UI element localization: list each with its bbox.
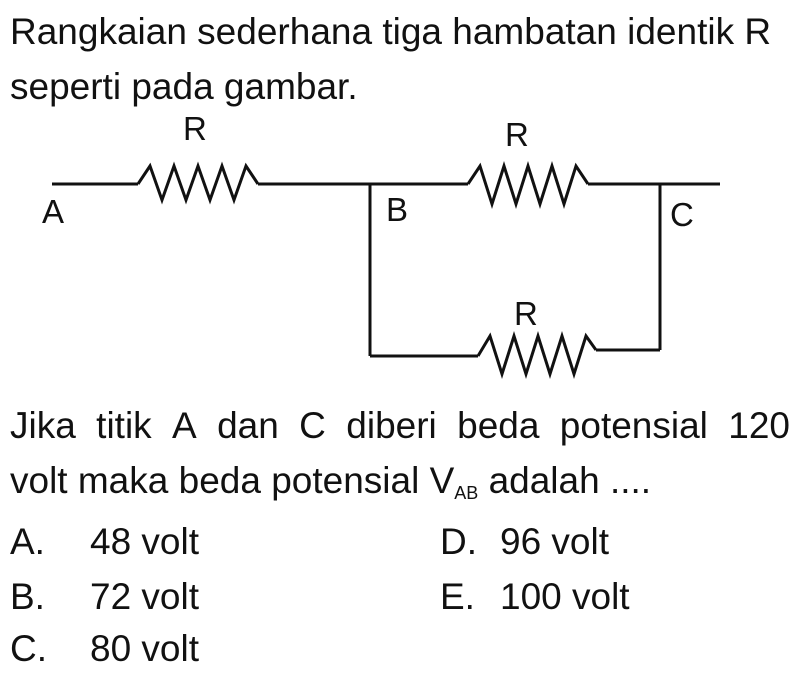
voltage-subscript: AB bbox=[454, 483, 479, 503]
label-node-c: C bbox=[670, 196, 694, 233]
resistor-2 bbox=[468, 166, 588, 204]
option-b[interactable] bbox=[10, 575, 199, 619]
question-text-pre: volt maka beda potensial V bbox=[10, 460, 455, 501]
question-word: A bbox=[172, 405, 197, 446]
question-word: C bbox=[299, 405, 326, 446]
label-r2: R bbox=[505, 116, 529, 153]
label-r3: R bbox=[514, 295, 538, 332]
option-text: 96 volt bbox=[500, 521, 610, 562]
option-text: 72 volt bbox=[90, 576, 200, 617]
question-line-2 bbox=[10, 453, 790, 508]
option-text: 48 volt bbox=[90, 521, 200, 562]
question-line-1 bbox=[10, 398, 790, 453]
option-text: 100 volt bbox=[500, 576, 630, 617]
question-text-post: adalah .... bbox=[478, 460, 652, 501]
question-word: titik bbox=[96, 405, 152, 446]
question-word: potensial bbox=[559, 405, 708, 446]
resistor-1 bbox=[138, 166, 258, 200]
resistor-3 bbox=[478, 336, 596, 374]
question-intro: Rangkaian sederhana tiga hambatan identik R seperti pada gambar. bbox=[10, 11, 772, 107]
question-word: beda bbox=[457, 405, 540, 446]
option-c[interactable] bbox=[10, 627, 199, 671]
label-node-a: A bbox=[42, 193, 65, 230]
option-letter: D. bbox=[440, 521, 477, 562]
option-d[interactable] bbox=[440, 520, 609, 564]
option-letter: A. bbox=[10, 521, 45, 562]
question-word: dan bbox=[217, 405, 279, 446]
question-body bbox=[10, 398, 790, 508]
label-node-b: B bbox=[386, 191, 409, 228]
question-word: Jika bbox=[10, 405, 76, 446]
label-r1: R bbox=[183, 110, 207, 147]
option-letter: E. bbox=[440, 576, 475, 617]
option-letter: C. bbox=[10, 628, 47, 669]
option-letter: B. bbox=[10, 576, 45, 617]
option-e[interactable] bbox=[440, 575, 630, 619]
option-text: 80 volt bbox=[90, 628, 200, 669]
option-a[interactable] bbox=[10, 520, 199, 564]
question-word: diberi bbox=[346, 405, 437, 446]
question-word: 120 bbox=[728, 405, 790, 446]
